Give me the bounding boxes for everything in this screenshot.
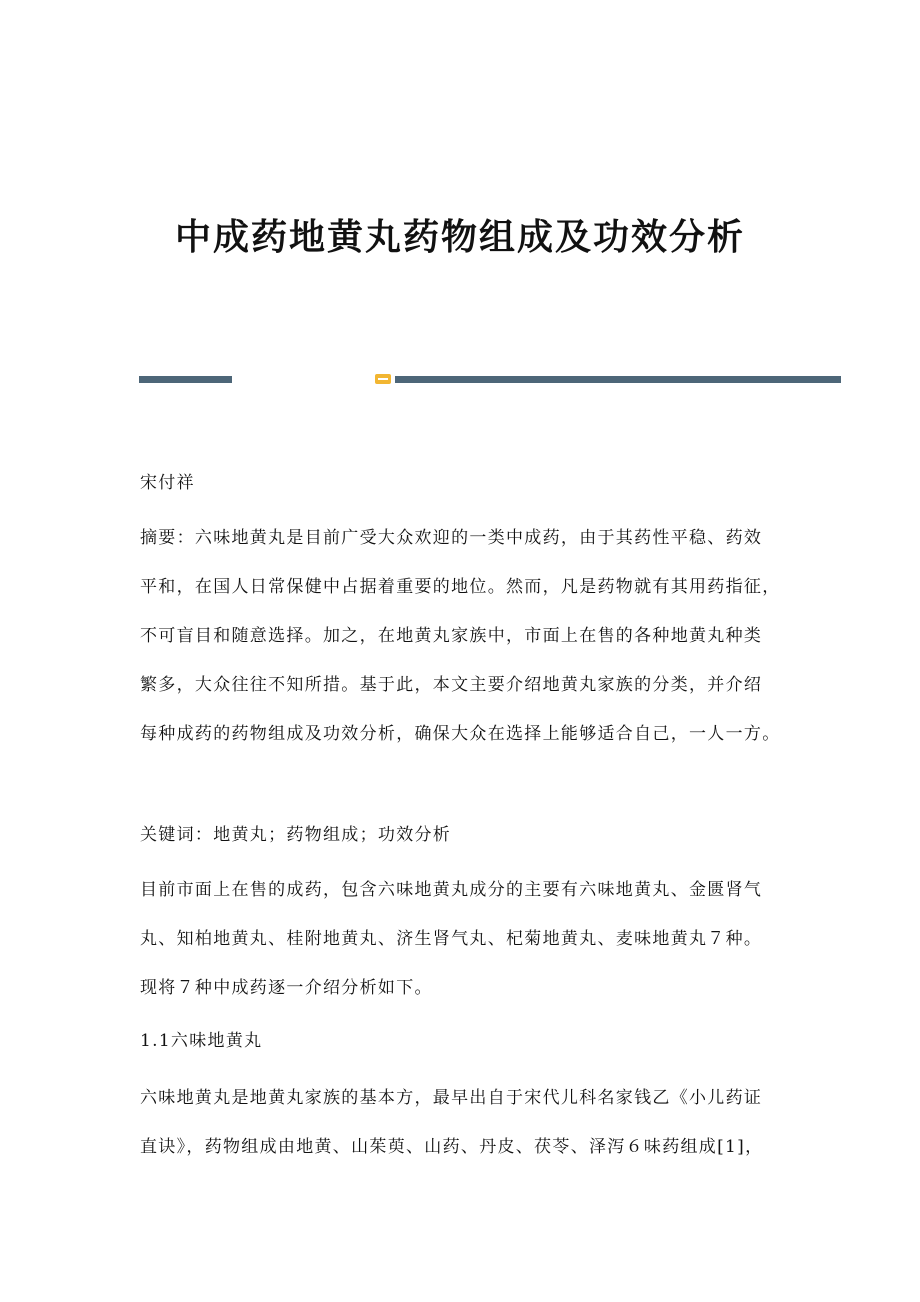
section-line: 直诀》，药物组成由地黄、山茱萸、山药、丹皮、茯苓、泽泻６味药组成[1]， [140, 1137, 764, 1157]
divider-bar-left [139, 376, 232, 383]
abstract-line: 每种成药的药物组成及功效分析，确保大众在选择上能够适合自己，一人一方。 [140, 724, 781, 744]
document-title: 中成药地黄丸药物组成及功效分析 [174, 216, 745, 258]
author-name: 宋付祥 [140, 473, 195, 493]
section-paragraph [140, 1074, 790, 1172]
divider-marker-icon [375, 374, 391, 384]
keywords-line: 关键词：地黄丸；药物组成；功效分析 [140, 825, 452, 845]
intro-line: 目前市面上在售的成药，包含六味地黄丸成分的主要有六味地黄丸、金匮肾气 [140, 880, 763, 900]
title-divider [139, 374, 841, 384]
intro-line: 现将７种中成药逐一介绍分析如下。 [140, 978, 433, 998]
section-heading-text: 1.1六味地黄丸 [140, 1031, 263, 1051]
author [140, 459, 790, 508]
abstract [140, 514, 790, 759]
keywords [140, 811, 790, 860]
abstract-line: 摘要：六味地黄丸是目前广受大众欢迎的一类中成药，由于其药性平稳、药效 [140, 528, 763, 548]
intro-paragraph [140, 866, 790, 1013]
abstract-line: 不可盲目和随意选择。加之，在地黄丸家族中，市面上在售的各种地黄丸种类 [140, 626, 763, 646]
intro-line: 丸、知柏地黄丸、桂附地黄丸、济生肾气丸、杞菊地黄丸、麦味地黄丸７种。 [140, 929, 763, 949]
divider-bar-right [395, 376, 841, 383]
section-heading [140, 1017, 790, 1066]
abstract-line: 繁多，大众往往不知所措。基于此，本文主要介绍地黄丸家族的分类，并介绍 [140, 675, 763, 695]
abstract-line: 平和，在国人日常保健中占据着重要的地位。然而，凡是药物就有其用药指征， [140, 577, 781, 597]
section-line: 六味地黄丸是地黄丸家族的基本方，最早出自于宋代儿科名家钱乙《小儿药证 [140, 1088, 763, 1108]
